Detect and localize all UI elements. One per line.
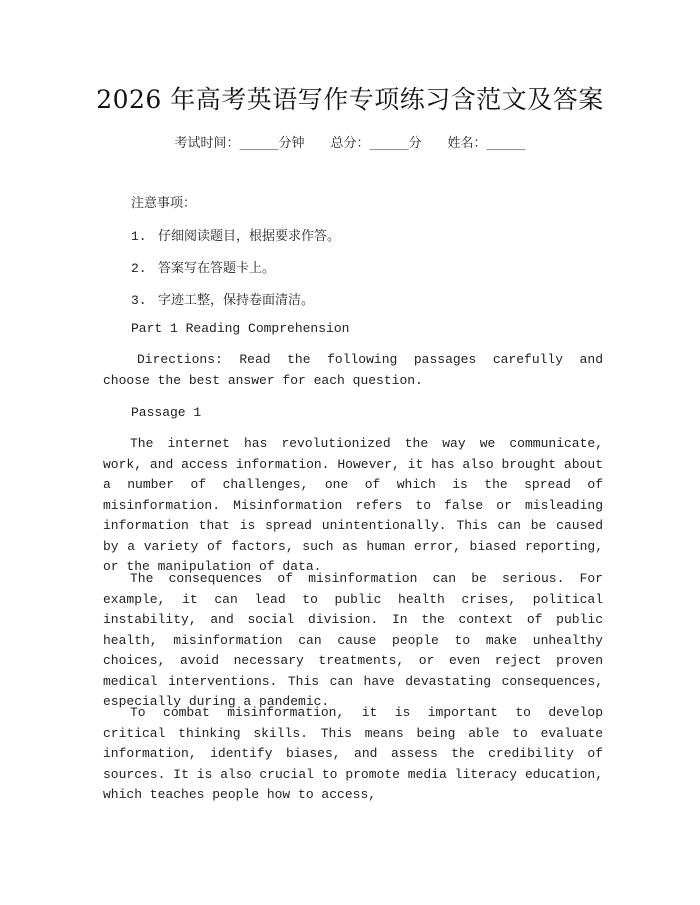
notice-item-text: 答案写在答题卡上。 xyxy=(158,261,276,276)
notice-item-text: 字迹工整，保持卷面清洁。 xyxy=(158,293,315,308)
notice-item xyxy=(131,289,314,308)
notice-item xyxy=(131,225,340,244)
notice-item xyxy=(131,257,275,276)
notice-item-number: 2. xyxy=(131,261,147,276)
passage-paragraph-3: To combat misinformation, it is important to develop critical thinking skills. This means being able to evaluate information, identify biases, and assess the credibility of sources. It is also crucial to promote media literacy education, which teaches people how to access, xyxy=(103,705,603,802)
notice-item-number: 3. xyxy=(131,293,147,308)
passage-paragraph-2: The consequences of misinformation can be serious. For example, it can lead to public health crises, political instability, and social division. In the context of public health, misinformation can cause people to make unhealthy choices, avoid necessary treatments, or even reject proven medical interventions. This can have devastating consequences, especially during a pandemic. xyxy=(103,571,603,709)
student-name-field: 姓名：______ xyxy=(447,136,526,151)
notice-heading: 注意事项： xyxy=(131,196,197,211)
notice-item-number: 1. xyxy=(131,229,147,244)
total-score-field: 总分：______分 xyxy=(330,136,422,151)
passage-label: Passage 1 xyxy=(131,405,202,420)
notice-item-text: 仔细阅读题目，根据要求作答。 xyxy=(158,229,341,244)
passage-paragraph-1: The internet has revolutionized the way we communicate, work, and access information. However, it has also brought about a number of challenges, one of which is the spread of misinformation. Misinformation refers to false or misleading information that is spread unintentionally. This can be caused by a variety of factors, such as human error, biased reporting, or the manipulation of data. xyxy=(103,436,603,574)
part1-heading: Part 1 Reading Comprehension xyxy=(131,321,350,336)
part1-directions: Directions: Read the following passages carefully and choose the best answer for each question. xyxy=(103,352,603,388)
exam-meta xyxy=(0,132,700,151)
document-title: 2026 年高考英语写作专项练习含范文及答案 xyxy=(96,85,604,114)
exam-time-field: 考试时间：______分钟 xyxy=(174,136,305,151)
